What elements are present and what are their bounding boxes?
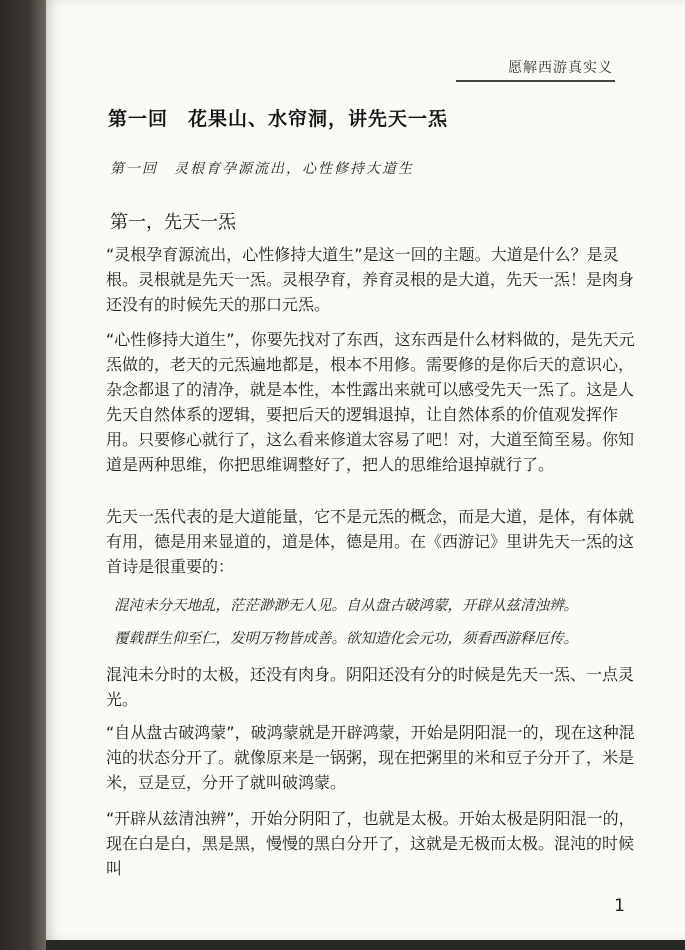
poem-line-1: 混沌未分天地乱，茫茫渺渺无人见。自从盘古破鸿蒙，开辟从兹清浊辨。: [114, 598, 578, 614]
section-title: 第一，先天一炁: [110, 212, 236, 233]
paragraph-4: 混沌未分时的太极，还没有肉身。阴阳还没有分的时候是先天一炁、一点灵光。: [106, 665, 635, 709]
poem: [114, 590, 634, 656]
chapter-subtitle: 第一回 灵根育孕源流出，心性修持大道生: [110, 161, 414, 177]
header-rule: [456, 80, 615, 82]
running-header: 愿解西游真实义: [508, 60, 613, 76]
chapter-title: 第一回 花果山、水帘洞，讲先天一炁: [108, 108, 449, 130]
book-page: [46, 0, 685, 940]
paragraph-5: “自从盘古破鸿蒙”，破鸿蒙就是开辟鸿蒙，开始是阴阳混一的，现在这种混沌的状态分开了。就像原来是一锅粥，现在把粥里的米和豆子分开了，米是米，豆是豆，分开了就叫破鸿蒙。: [106, 723, 635, 792]
paragraph-1: “灵根孕育源流出，心性修持大道生”是这一回的主题。大道是什么？是灵根。灵根就是先天一炁。灵根孕育，养育灵根的是大道，先天一炁！是肉身还没有的时候先天的那口元炁。: [106, 245, 635, 314]
paragraph-2: “心性修持大道生”，你要先找对了东西，这东西是什么材料做的，是先天元炁做的，老天的元炁遍地都是，根本不用修。需要修的是你后天的意识心，杂念都退了的清净，就是本性，本性露出来就可以感受先天一炁了。这是人先天自然体系的逻辑，要把后天的逻辑退掉，让自然体系的价值观发挥作用。只要修心就行了，这么看来修道太容易了吧！对，大道至简至易。你知道是两种思维，你把思维调整好了，把人的思维给退掉就行了。: [106, 330, 635, 474]
page-number: 1: [614, 896, 625, 916]
book-binding-edge: [0, 0, 46, 950]
paragraph-3: 先天一炁代表的是大道能量，它不是元炁的概念，而是大道，是体，有体就有用，德是用来显道的，道是体，德是用。在《西游记》里讲先天一炁的这首诗是很重要的：: [106, 507, 635, 576]
poem-line-2: 覆载群生仰至仁，发明万物皆成善。欲知造化会元功，须看西游释厄传。: [114, 631, 578, 647]
paragraph-6: “开辟从兹清浊辨”，开始分阴阳了，也就是太极。开始太极是阴阳混一的，现在白是白，黑是黑，慢慢的黑白分开了，这就是无极而太极。混沌的时候叫: [106, 809, 635, 878]
